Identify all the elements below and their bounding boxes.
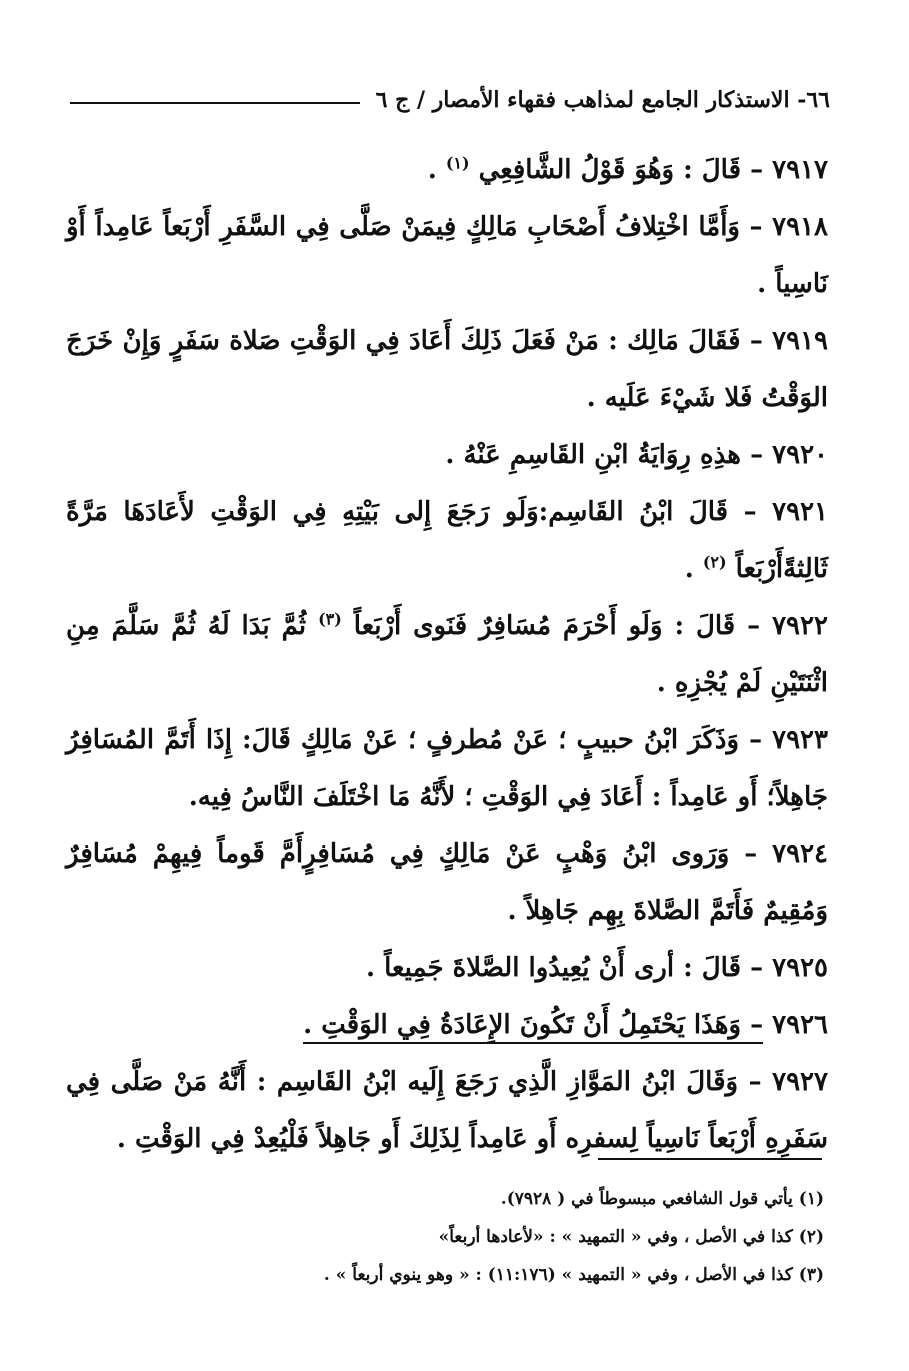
running-title: ٦٦- الاستذكار الجامع لمذاهب فقهاء الأمصار / ج ٦ xyxy=(375,87,830,113)
main-text xyxy=(66,142,828,1168)
paragraph-7917 xyxy=(66,142,828,199)
paragraph-text: – وَأَمَّا اخْتِلافُ أَصْحَابِ مَالِكٍ فِيمَنْ صَلَّى فِي السَّفَرِ أَرْبَعاً عَامِداً أَوْ نَاسِياً . xyxy=(66,212,828,299)
footnote-ref: (٣) xyxy=(318,609,342,629)
footnote-1: (١) يأتي قول الشافعي مبسوطاً في ( ٧٩٢٨). xyxy=(500,1189,824,1209)
paragraph-number: ٧٩٢٠ xyxy=(772,440,828,470)
paragraph-number: ٧٩١٧ xyxy=(772,155,828,185)
paragraph-text: – وَرَوى ابْنُ وَهْبٍ عَنْ مَالِكٍ فِي مُسَافِرٍأَمَّ قَوماً فِيهِمْ مُسَافِرٌ وَمُقِيمٌ فَأَتَمَّ الصَّلاةَ بِهِم جَاهِلاً . xyxy=(66,839,828,926)
footnote-ref: (٢) xyxy=(702,552,727,572)
paragraph-7923 xyxy=(66,712,828,826)
paragraph-number: ٧٩٢٦ xyxy=(772,1010,828,1040)
paragraph-text: – قَالَ ابْنُ القَاسِم:وَلَو رَجَعَ إِلى بَيْتِهِ فِي الوَقْتِ لأَعَادَهَا مَرَّةً ثَالِثةًأَرْبَعاً xyxy=(66,497,828,584)
paragraph-7920 xyxy=(66,427,828,484)
paragraph-text: – هذِهِ رِوَايَةُ ابْنِ القَاسِمِ عَنْهُ . xyxy=(445,440,764,470)
header-rule xyxy=(70,102,360,104)
footnote-3: (٣) كذا في الأصل ، وفي « التمهيد » (١١:١٧٦) : « وهو ينوي أربعاً » . xyxy=(323,1265,824,1285)
paragraph-text: – وَهَذَا يَحْتَمِلُ أَنْ تَكُونَ الإِعَادَةُ فِي الوَقْتِ . xyxy=(303,1010,763,1044)
paragraph-end: . xyxy=(427,155,437,185)
footnotes xyxy=(100,1180,824,1294)
paragraph-text: – قَالَ : وَهُوَ قَوْلُ الشَّافِعِي xyxy=(478,155,764,185)
page-header xyxy=(70,80,830,120)
paragraph-number: ٧٩٢٤ xyxy=(772,839,828,869)
paragraph-text: – وَقَالَ ابْنُ المَوَّازِ الَّذِي رَجَعَ إِلَيه ابْنُ القَاسِم : أَنَّهُ مَنْ صَلَّى فِي سَفَرِهِ أَرْبَعاً نَاسِياً لِسفرِه أَو عَامِداً لِذَلِكَ أَو جَاهِلاً فَلْيُعِدْ فِي الوَقْتِ . xyxy=(66,1067,828,1154)
footnote-ref: (١) xyxy=(445,153,470,173)
paragraph-text: – وَذَكَرَ ابْنُ حبيبٍ ؛ عَنْ مُطرفٍ ؛ عَنْ مَالِكٍ قَالَ: إِذَا أَتَمَّ المُسَافِرُ جَاهِلاً؛ أَو عَامِداً : أَعَادَ فِي الوَقْتِ ؛ لأَنَّهُ مَا اخْتَلَفَ النَّاسُ فِيه. xyxy=(66,725,828,812)
paragraph-number: ٧٩٢٥ xyxy=(772,953,828,983)
paragraph-number: ٧٩٢٣ xyxy=(772,725,828,755)
paragraph-number: ٧٩٢١ xyxy=(772,497,828,527)
paragraph-7925 xyxy=(66,940,828,997)
paragraph-end: ثُمَّ بَدَا لَهُ ثُمَّ سَلَّمَ مِنِ اثْنَتَيْنِ لَمْ يُجْزِهِ . xyxy=(66,611,828,698)
paragraph-number: ٧٩٢٢ xyxy=(772,611,828,641)
paragraph-7924 xyxy=(66,826,828,940)
paragraph-7922 xyxy=(66,598,828,712)
paragraph-text: – فَقَالَ مَالِك : مَنْ فَعَلَ ذَلِكَ أَعَادَ فِي الوَقْتِ صَلاة سَفَرٍ وَإِنْ خَرَجَ الوَقْتُ فَلا شَيْءَ عَلَيه . xyxy=(66,326,828,413)
paragraph-number: ٧٩١٩ xyxy=(772,326,828,356)
paragraph-7921 xyxy=(66,484,828,598)
paragraph-7926 xyxy=(66,997,828,1054)
paragraph-end: . xyxy=(684,554,694,584)
footnote-2: (٢) كذا في الأصل ، وفي « التمهيد » : «لأعادها أربعاً» xyxy=(438,1227,824,1247)
footnote-rule xyxy=(598,1158,822,1160)
paragraph-7927 xyxy=(66,1054,828,1168)
paragraph-7918 xyxy=(66,199,828,313)
paragraph-text: – قَالَ : وَلَو أَحْرَمَ مُسَافِرٌ فَنَوى أَرْبَعاً xyxy=(353,611,761,641)
paragraph-text: – قَالَ : أرى أَنْ يُعِيدُوا الصَّلاةَ جَمِيعاً . xyxy=(366,953,764,983)
paragraph-number: ٧٩١٨ xyxy=(772,212,828,242)
paragraph-number: ٧٩٢٧ xyxy=(772,1067,828,1097)
paragraph-7919 xyxy=(66,313,828,427)
